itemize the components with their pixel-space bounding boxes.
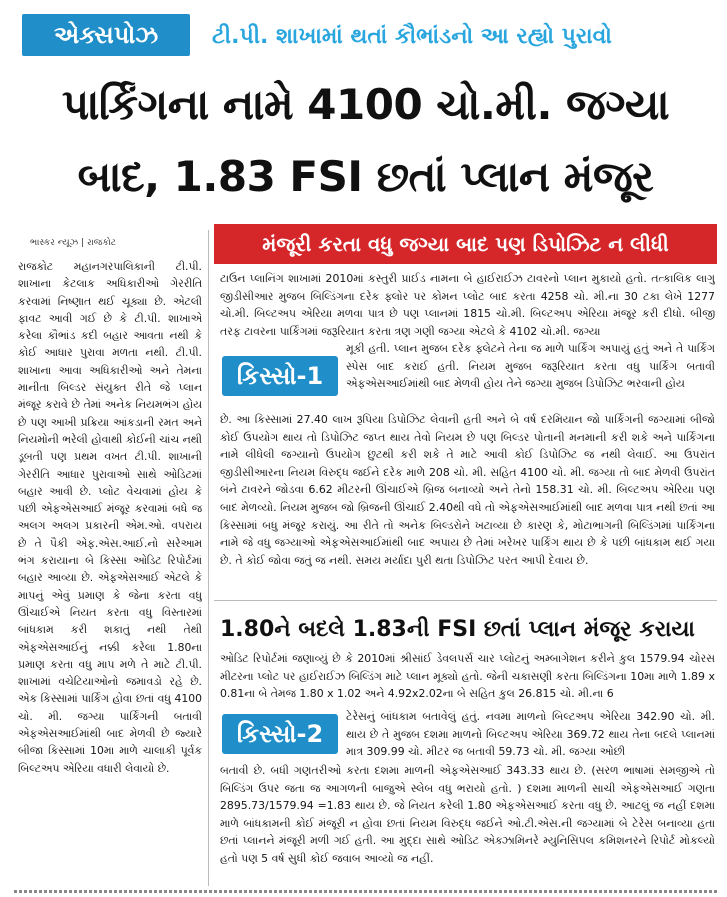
intro-column: રાજકોટ મહાનગરપાલિકાની ટી.પી. શાખાના કેટલાક અધિકારીઓ ગેરરીતિ કરવામાં નિષ્ણાત થઈ ચૂક્યા છે. એટલી ફાવટ આવી ગઈ છે કે ટી.પી. શાખાએ કરેલા કૌભાંડ કદી બહાર આવતા નથી કે કોઈ આધાર પુરાવા મળતા નથી. ટી.પી. શાખાના આવા અધિકારીઓ અને તેમના માનીતા બિલ્ડર સંયુક્ત રીતે જે પ્લાન મંજૂર કરાવે છે તેમાં અનેક નિયમભંગ હોય છે પણ આખી પ્રક્રિયા આંકડાની રમત અને નિયમોની ભરેલી હોવાથી કોઈની ચાંચ નથી ડૂબતી પણ પ્રથમ વખત ટી.પી. શાખાની ગેરરીતિ આધાર પુરાવાઓ સાથે ઓડિટમાં બહાર આવી છે. પ્લોટ વેચવામાં હોય કે પછી એફએસઆઈ મંજૂર કરવામાં બધે જ અલગ અલગ પ્રકારની એમ.ઓ. વપરાય છે તે પૈકી એફ.એસ.આઈ.નો સરેઆમ ભંગ કરાયાના બે કિસ્સા ઓડિટ રિપોર્ટમાં બહાર આવ્યા છે. એફએસઆઈ એટલે કે માપનું એવું પ્રમાણ કે જેના કરતા વધુ ઊંચાઈએ નિયત કરતા વધુ વિસ્તારમાં બાંધકામ કરી શકાતું નથી તેથી એફએસઆઈનું નક્કી કરેલા 1.80ના પ્રમાણ કરતા વધુ માપ મળે તે માટે ટી.પી. શાખામાં વચેટિયાઓનો જમાવડો રહે છે. એક કિસ્સામાં પાર્કિંગ હોવા છતાં વધુ 4100 ચો. મી. જગ્યા પાર્કિંગની બતાવી એફએસઆઈમાંથી બાદ મેળવી છે જ્યારે બીજા કિસ્સામાં 10મા માળે ચાલાકી પૂર્વક બિલ્ટઅપ એરિયા વધારી લેવાયો છે.: [18, 260, 202, 775]
story1-text-main: છે. આ કિસ્સામાં 27.40 લાખ રૂપિયા ડિપોઝિટ લેવાની હતી અને બે વર્ષ દરમિયાન જો પાર્કિંગની જગ્યામાં બીજો કોઈ ઉપયોગ થાય તો ડિપોઝિટ જપ્ત થાય તેવો નિયમ છે પણ બિલ્ડર પોતાની મનમાની કરી શકે અને પાર્કિંગના નામે લીધેલી જગ્યાનો ઉપયોગ છુટથી કરી શકે તે માટે આવી કોઈ ડિપોઝિટ જ નથી લેવાઈ. આ ઉપરાંત જીડીસીઆરના નિયમ વિરુદ્ધ જઈને દરેક માળે 208 ચો. મી. સહિત 4100 ચો. મી. જગ્યા તો બાદ મેળવી ઉપરાંત બંને ટાવરને જોડવા 6.62 મીટરની ઊંચાઈએ બ્રિજ બનાવ્યો અને તેનો 158.31 ચો. મી. બિલ્ટઅપ એરિયા પણ બાદ મેળવ્યો. નિયમ મુજબ જો બ્રિજની ઊંચાઈ 2.40થી વધે તો એફએસઆઈમાંથી બાદ મળવા પાત્ર નથી છતાં આ કિસ્સામાં બધુ મંજૂર કરાયું. આ રીતે તો અનેક બિલ્ડરોને ખટાવ્યા છે કારણ કે, મોટાભાગની બિલ્ડિંગમાં પાર્કિંગના નામે જે વધુ જગ્યાઓ એફએસઆઈમાંથી બાદ અપાય છે તેમાં ખરેખર પાર્કિંગ થાય છે કે પછી બાંધકામ થઈ ગયા છે. તે કોઈ જોવા જતું જ નથી. સમય મર્યાદા પુરી થતા ડિપોઝિટ પરત આપી દેવાય છે.: [220, 413, 715, 567]
story2-headline: 1.80ને બદલે 1.83ની FSI છતાં પ્લાન મંજૂર કરાયા: [220, 616, 695, 642]
story1-banner: મંજૂરી કરતા વધુ જગ્યા બાદ પણ ડિપોઝિટ ન લીધી: [214, 224, 717, 264]
expose-badge: એક્સપોઝ: [22, 14, 190, 56]
main-headline-line-1: પાર્કિંગના નામે 4100 ચો.મી. જગ્યા: [61, 80, 670, 129]
story2-text-side: ટેરેસનું બાંધકામ બતાવેલું હતું. નવમા માળનો બિલ્ટઅપ એરિયા 342.90 ચો. મી. થાય છે તે મુજબ દશમા માળનો બિલ્ટઅપ એરિયા 369.72 થાય તેના બદલે પ્લાનમાં માત્ર 309.99 ચો. મીટર જ બતાવી 59.73 ચો. મી. જગ્યા ઓછી: [346, 710, 715, 759]
section-divider: [214, 600, 717, 601]
column-divider: [208, 230, 209, 886]
case-2-label: કિસ્સો-2: [222, 714, 338, 754]
bottom-rule: [14, 890, 717, 893]
story2-text-main: બતાવી છે. બધી ગણતરીઓ કરતા દશમા માળની એફએસઆઈ 343.33 થાય છે. (સરળ ભાષામાં સમજીએ તો બિલ્ડિંગ ઉપર જતા જ આગળની બાજુએ સ્લેબ વધુ ભરાયો હતો. ) દશમા માળની સાચી એફએસઆઈ ગણતા 2895.73/1579.94 =1.83 થાય છે. જે નિયત કરેલી 1.80 એફએસઆઈ કરતા વધુ છે. આટલું જ નહીં દશમા માળે બાંધકામની કોઈ મંજૂરી ન હોવા છતાં નિયમ વિરુદ્ધ જઈને ઓ.ટી.એસ.ની જગ્યામાં બે ટેરેસ બનાવ્યા હતા છતાં પ્લાનને મંજૂરી મળી ગઈ હતી. આ મુદ્દા સાથે ઓડિટ એક્ઝામિનરે મ્યુનિસિપલ કમિશનરને રિપોર્ટ મોકલ્યો હતો પણ 5 વર્ષ સુધી કોઈ જવાબ આવ્યો જ નહીં.: [220, 764, 715, 865]
story1-text-side: મૂકી હતી. પ્લાન મુજબ દરેક ફ્લેટને તેના જ માળે પાર્કિંગ અપાયું હતું અને તે પાર્કિંગ સ્પેસ બાદ કરાઈ હતી. નિયમ મુજબ જરૂરિયાત કરતા વધુ પાર્કિંગ બતાવી એફએસઆઈમાંથી બાદ મેળવી હોય તેને જગ્યા મુજબ ડિપોઝિટ ભરવાની હોય: [346, 342, 715, 391]
byline: ભાસ્કર ન્યૂઝ | રાજકોટ: [30, 238, 117, 248]
story2-text-top: ઓડિટ રિપોર્ટમાં જણાવ્યું છે કે 2010માં શ્રીસાંઈ ડેવલપર્સ ચાર પ્લોટનું અમ્બાગેશન કરીને કુલ 1579.94 ચોરસ મીટરના પ્લોટ પર હાઈરાઈઝ બિલ્ડિંગ માટે પ્લાન મૂક્યો હતો. જેની ચકાસણી કરતા બિલ્ડિંગના 10મા માળે 1.89 x 0.81ના બે તેમજ 1.80 x 1.02 અને 4.92x2.02ના બે સહિત કુલ 26.815 ચો. મી.ના 6: [220, 652, 715, 701]
kicker-tagline: ટી.પી. શાખામાં થતાં કૌભાંડનો આ રહ્યો પુરાવો: [212, 23, 612, 49]
case-1-label: કિસ્સો-1: [222, 356, 338, 396]
story1-text-top: ટાઉન પ્લાનિંગ શાખામાં 2010માં કસ્તુરી પ્રાઈડ નામના બે હાઈરાઈઝ ટાવરનો પ્લાન મુકાયો હતો. તત્કાલિક લાગુ જીડીસીઆર મુજબ બિલ્ડિંગના દરેક ફ્લોર પર કોમન પ્લોટ બાદ કરતા 4258 ચો. મી.ના 30 ટકા લેખે 1277 ચો.મી. બિલ્ટઅપ એરિયા મળવા પાત્ર છે પણ પ્લાનમાં 1815 ચો.મી. બિલ્ટઅપ એરિયા મંજૂર કરી દીધો. બીજી તરફ ટાવરના પાર્કિંગમાં જરૂરિયાત કરતા ત્રણ ગણી જગ્યા એટલે કે 4102 ચો.મી. જગ્યા: [220, 272, 715, 338]
main-headline-line-2: બાદ, 1.83 FSI છતાં પ્લાન મંજૂર: [77, 152, 654, 201]
